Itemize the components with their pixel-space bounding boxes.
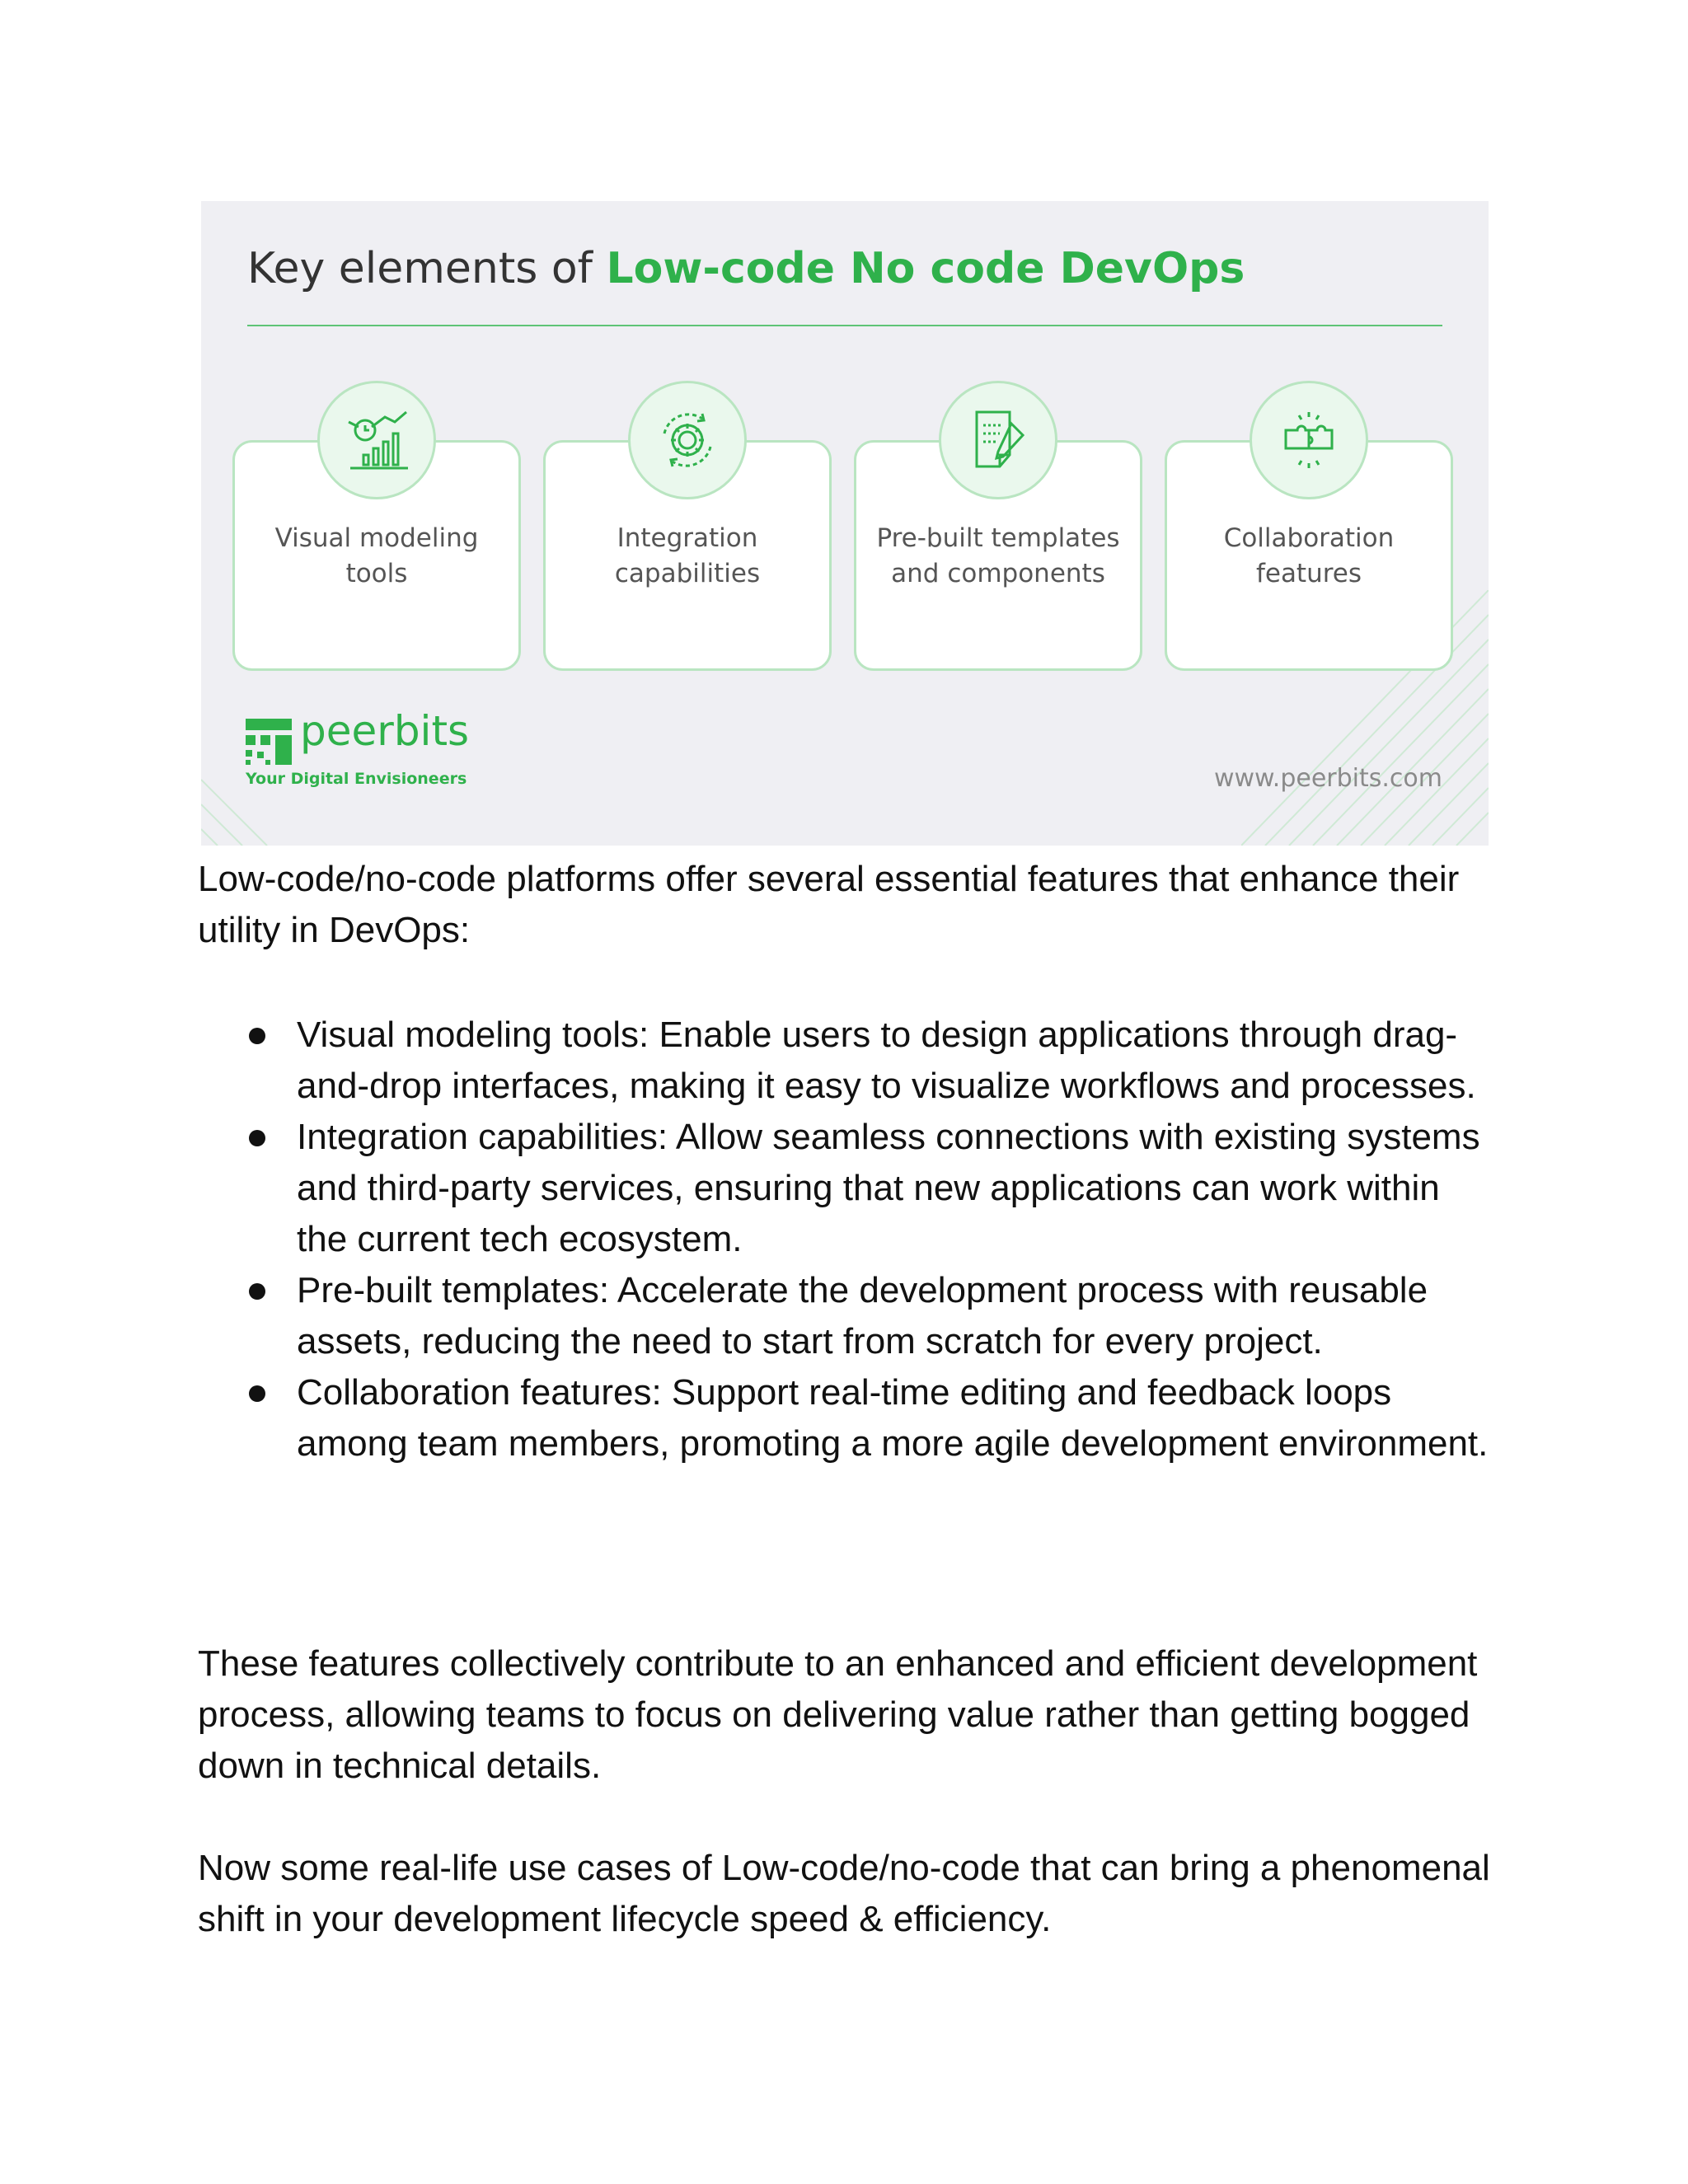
title-prefix: Key elements of bbox=[247, 244, 607, 293]
closing-text: Now some real-life use cases of Low-code/no-code that can bring a phenomenal shift in your development lifecycle speed & efficiency. bbox=[198, 1848, 1490, 1939]
chart-analytics-icon bbox=[317, 381, 436, 499]
title-divider bbox=[247, 325, 1442, 326]
title-accent: Low-code No code DevOps bbox=[606, 244, 1245, 293]
intro-paragraph bbox=[198, 854, 1500, 956]
closing-paragraph bbox=[198, 1843, 1500, 1945]
list-item bbox=[198, 1010, 1500, 1112]
bullet-icon bbox=[249, 1130, 265, 1146]
card-label: Visual modeling tools bbox=[274, 523, 479, 588]
document-pencil-icon bbox=[939, 381, 1057, 499]
list-item bbox=[198, 1367, 1500, 1469]
list-item bbox=[198, 1112, 1500, 1265]
list-item bbox=[198, 1265, 1500, 1367]
website-url: www.peerbits.com bbox=[1213, 764, 1442, 793]
card-integration bbox=[543, 440, 832, 671]
features-list bbox=[198, 1010, 1500, 1469]
summary-paragraph bbox=[198, 1638, 1500, 1792]
card-label: Collaboration features bbox=[1223, 523, 1395, 588]
brand-tagline: Your Digital Envisioneers bbox=[246, 770, 467, 788]
peerbits-logo-mark bbox=[246, 719, 292, 765]
bullet-icon bbox=[249, 1028, 265, 1044]
card-label: Pre-built templates and components bbox=[876, 523, 1120, 588]
infographic bbox=[201, 201, 1489, 846]
puzzle-pieces-icon bbox=[1250, 381, 1368, 499]
card-visual-modeling bbox=[232, 440, 521, 671]
list-item-text: Collaboration features: Support real-time editing and feedback loops among team members, promoting a more agile development environment. bbox=[297, 1372, 1489, 1464]
card-collaboration bbox=[1165, 440, 1453, 671]
summary-text: These features collectively contribute to an enhanced and efficient development process, allowing teams to focus on delivering value rather than getting bogged down in technical details. bbox=[198, 1643, 1478, 1786]
bullet-icon bbox=[249, 1283, 265, 1300]
infographic-title bbox=[247, 244, 1245, 293]
list-item-text: Visual modeling tools: Enable users to design applications through drag-and-drop interfaces, making it easy to visualize workflows and processes. bbox=[297, 1015, 1476, 1106]
card-prebuilt-templates bbox=[854, 440, 1142, 671]
list-item-text: Pre-built templates: Accelerate the development process with reusable assets, reducing the need to start from scratch for every project. bbox=[297, 1270, 1428, 1361]
card-label: Integration capabilities bbox=[614, 523, 761, 588]
bullet-icon bbox=[249, 1385, 265, 1402]
brand-name: peerbits bbox=[300, 707, 470, 755]
list-item-text: Integration capabilities: Allow seamless connections with existing systems and third-party services, ensuring that new applications can work within the current tech ecosystem. bbox=[297, 1117, 1480, 1259]
gear-sync-icon bbox=[628, 381, 747, 499]
intro-text: Low-code/no-code platforms offer several essential features that enhance their utility in DevOps: bbox=[198, 859, 1460, 950]
